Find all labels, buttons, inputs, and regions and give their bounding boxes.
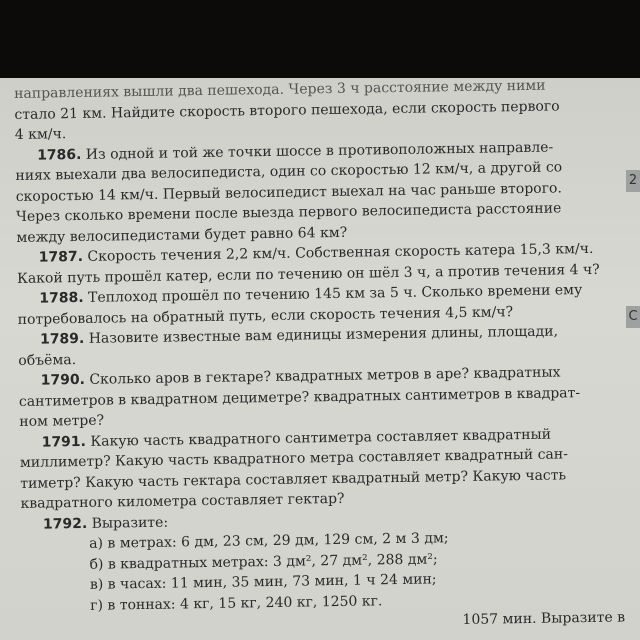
- problem-line: ниях выехали два велосипедиста, один со скоростью 12 км/ч, а другой со: [15, 159, 563, 184]
- textbook-page: [0, 78, 640, 640]
- problem-line: миллиметр? Какую часть квадратного метра составляет квадратный сан-: [19, 446, 569, 471]
- problem-line: 4 км/ч.: [14, 126, 67, 143]
- problem-1785: [14, 78, 615, 145]
- problem-number: 1791.: [41, 433, 87, 451]
- problem-line: Назовите известные вам единицы измерения длины, площади,: [88, 323, 559, 347]
- problem-line: потребовалось на обратный путь, если скорость течения 4,5 км/ч?: [17, 303, 514, 328]
- problem-item: г) в тоннах: 4 кг, 15 кг, 240 кг, 1250 кг.: [90, 592, 383, 614]
- problem-number: 1789.: [39, 330, 85, 348]
- problem-line: Из одной и той же точки шоссе в противоположных направле-: [85, 139, 554, 163]
- problem-1786: [15, 136, 617, 248]
- problem-item: а) в метрах: 6 дм, 23 см, 29 дм, 129 см, 2 м 3 дм;: [89, 530, 449, 552]
- problem-line: скоростью 14 км/ч. Первый велосипедист выехал на час раньше второго.: [15, 179, 562, 205]
- problem-line: ном метре?: [19, 412, 105, 430]
- problem-1792: [21, 505, 626, 637]
- edge-mark-middle: С: [626, 306, 640, 328]
- problem-line: Через сколько времени после выезда первого велосипедиста расстояние: [15, 200, 562, 225]
- problem-number: 1787.: [38, 248, 84, 266]
- problem-number: 1786.: [36, 146, 82, 164]
- problem-line: Теплоход прошёл по течению 145 км за 5 ч. Сколько времени ему: [87, 282, 583, 306]
- problem-line: Скорость течения 2,2 км/ч. Собственная скорость катера 15,3 км/ч.: [87, 240, 594, 265]
- problem-line: Сколько аров в гектаре? квадратных метров в аре? квадратных: [89, 364, 561, 388]
- page-content: [14, 78, 626, 637]
- bottom-fragment: 1057 мин. Выразите в: [462, 609, 626, 629]
- problem-1791: [19, 423, 620, 514]
- problem-line: между велосипедистами будет равно 64 км?: [16, 224, 348, 246]
- problem-1790: [19, 362, 620, 433]
- problem-item: в) в часах: 11 мин, 35 мин, 73 мин, 1 ч 24 мин;: [89, 571, 437, 593]
- problem-line: направлениях вышли два пешехода. Через 3 ч расстояние между ними: [14, 78, 546, 102]
- problem-title: Выразите:: [91, 514, 169, 532]
- problem-line: Какую часть квадратного сантиметра составляет квадратный: [90, 426, 552, 450]
- problem-line: Какой путь прошёл катер, если по течению он шёл 3 ч, а против течения 4 ч?: [16, 261, 600, 287]
- problem-line: сантиметров в квадратном дециметре? квадратных сантиметров в квадрат-: [18, 384, 581, 410]
- edge-mark-top: 2: [626, 170, 640, 192]
- problem-line: квадратного километра составляет гектар?: [20, 490, 345, 512]
- problem-line: тиметр? Какую часть гектара составляет квадратный метр? Какую часть: [20, 466, 567, 492]
- problem-number: 1788.: [39, 289, 84, 307]
- problem-number: 1790.: [40, 371, 86, 389]
- problem-number: 1792.: [42, 515, 88, 533]
- problem-line: объёма.: [18, 351, 77, 369]
- problem-item: б) в квадратных метрах: 3 дм², 27 дм², 288 дм²;: [89, 550, 438, 573]
- problem-line: стало 21 км. Найдите скорость второго пешехода, если скорость первого: [14, 97, 560, 123]
